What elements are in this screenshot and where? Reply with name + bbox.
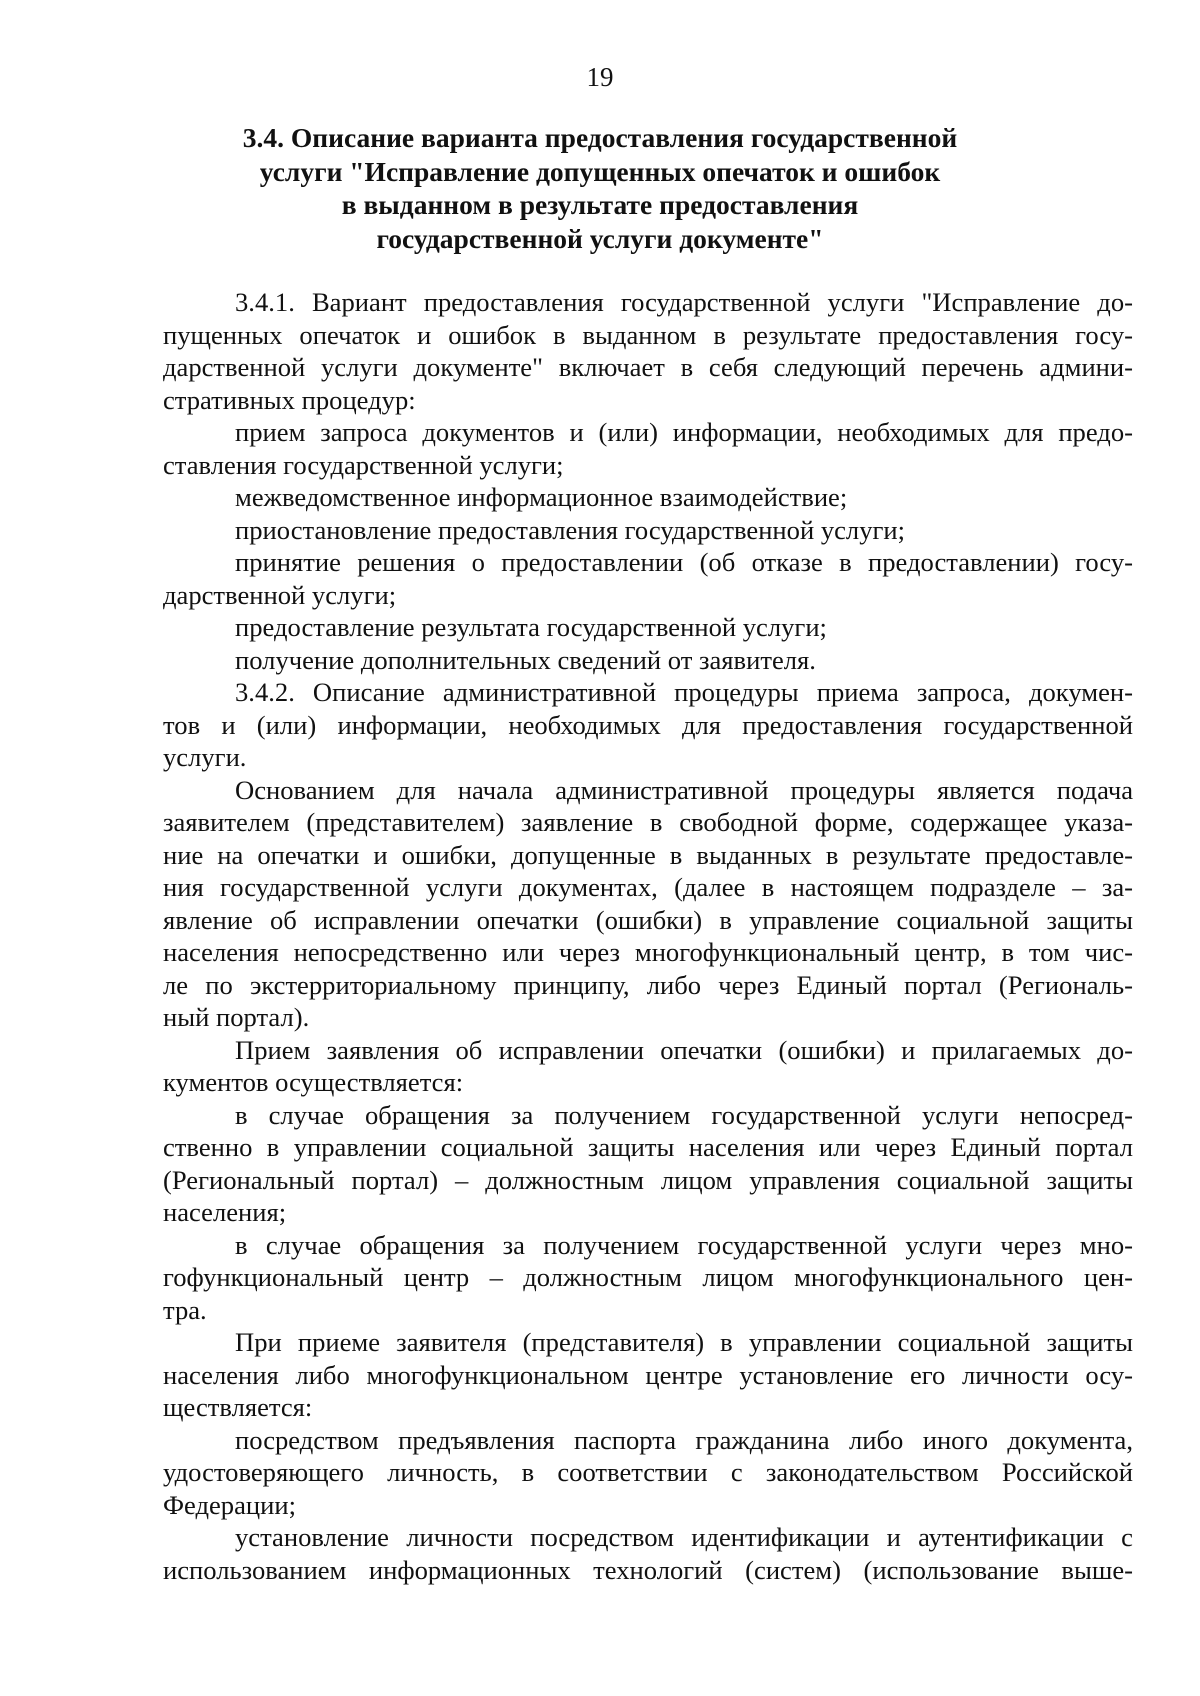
text-line: ние на опечатки и ошибки, допущенные в выданных в результате предоставле- bbox=[163, 839, 1133, 870]
text-line: удостоверяющего личность, в соответствии с законодательством Российской bbox=[163, 1457, 1133, 1487]
text-line: получение дополнительных сведений от заявителя. bbox=[235, 644, 816, 675]
text-line: услуги. bbox=[163, 742, 247, 772]
body-text bbox=[163, 286, 1133, 1586]
text-line: При приеме заявителя (представителя) в управлении социальной защиты bbox=[235, 1327, 1133, 1357]
text-line: ставления государственной услуги; bbox=[163, 449, 564, 480]
text-line: посредством предъявления паспорта гражданина либо иного документа, bbox=[235, 1424, 1133, 1455]
text-line: тра. bbox=[163, 1294, 207, 1325]
text-line: ния государственной услуги документах, (далее в настоящем подразделе – за- bbox=[163, 872, 1133, 902]
text-line: кументов осуществляется: bbox=[163, 1067, 464, 1097]
text-line: населения непосредственно или через многофункциональный центр, в том чис- bbox=[163, 937, 1133, 967]
text-line: принятие решения о предоставлении (об отказе в предоставлении) госу- bbox=[235, 547, 1133, 577]
text-line: установление личности посредством идентификации и аутентификации с bbox=[235, 1522, 1133, 1552]
text-line: 3.4.2. Описание административной процедуры приема запроса, докумен- bbox=[235, 677, 1133, 707]
text-line: дарственной услуги; bbox=[163, 579, 397, 610]
text-line: заявителем (представителем) заявление в свободной форме, содержащее указа- bbox=[163, 807, 1133, 837]
text-line: тов и (или) информации, необходимых для предоставления государственной bbox=[163, 709, 1133, 740]
text-line: дарственной услуги документе" включает в себя следующий перечень админи- bbox=[163, 352, 1133, 382]
text-line: межведомственное информационное взаимодействие; bbox=[235, 482, 848, 512]
heading-line: услуги "Исправление допущенных опечаток и ошибок bbox=[259, 155, 941, 187]
page-number: 19 bbox=[586, 62, 614, 92]
heading-line: в выданном в результате предоставления bbox=[341, 189, 859, 220]
text-line: пущенных опечаток и ошибок в выданном в результате предоставления госу- bbox=[163, 319, 1133, 350]
text-line: ле по экстерриториальному принципу, либо через Единый портал (Региональ- bbox=[163, 969, 1133, 1000]
text-line: (Региональный портал) – должностным лицом управления социальной защиты bbox=[163, 1164, 1133, 1195]
text-line: ный портал). bbox=[163, 1002, 310, 1032]
text-line: гофункциональный центр – должностным лицом многофункционального цен- bbox=[163, 1262, 1133, 1292]
text-line: Основанием для начала административной процедуры является подача bbox=[235, 774, 1133, 805]
text-line: использованием информационных технологий (систем) (использование выше- bbox=[163, 1554, 1133, 1585]
section-heading bbox=[200, 121, 1000, 255]
text-line: Федерации; bbox=[163, 1489, 296, 1520]
text-line: приостановление предоставления государственной услуги; bbox=[235, 514, 906, 545]
text-line: в случае обращения за получением государственной услуги непосред- bbox=[235, 1099, 1133, 1130]
text-line: 3.4.1. Вариант предоставления государственной услуги "Исправление до- bbox=[235, 287, 1133, 317]
text-line: ществляется: bbox=[163, 1392, 313, 1422]
text-line: населения; bbox=[163, 1197, 287, 1227]
text-line: прием запроса документов и (или) информации, необходимых для предо- bbox=[235, 417, 1133, 447]
heading-line: 3.4. Описание варианта предоставления государственной bbox=[242, 122, 958, 153]
text-line: населения либо многофункциональном центре установление его личности осу- bbox=[163, 1359, 1133, 1390]
text-line: явление об исправлении опечатки (ошибки) в управление социальной защиты bbox=[163, 904, 1133, 935]
text-line: стративных процедур: bbox=[163, 384, 416, 415]
text-line: в случае обращения за получением государственной услуги через мно- bbox=[235, 1229, 1133, 1260]
text-line: ственно в управлении социальной защиты населения или через Единый портал bbox=[163, 1132, 1133, 1162]
text-line: Прием заявления об исправлении опечатки (ошибки) и прилагаемых до- bbox=[235, 1034, 1133, 1065]
text-line: предоставление результата государственной услуги; bbox=[235, 612, 827, 642]
heading-line: государственной услуги документе" bbox=[376, 222, 824, 254]
